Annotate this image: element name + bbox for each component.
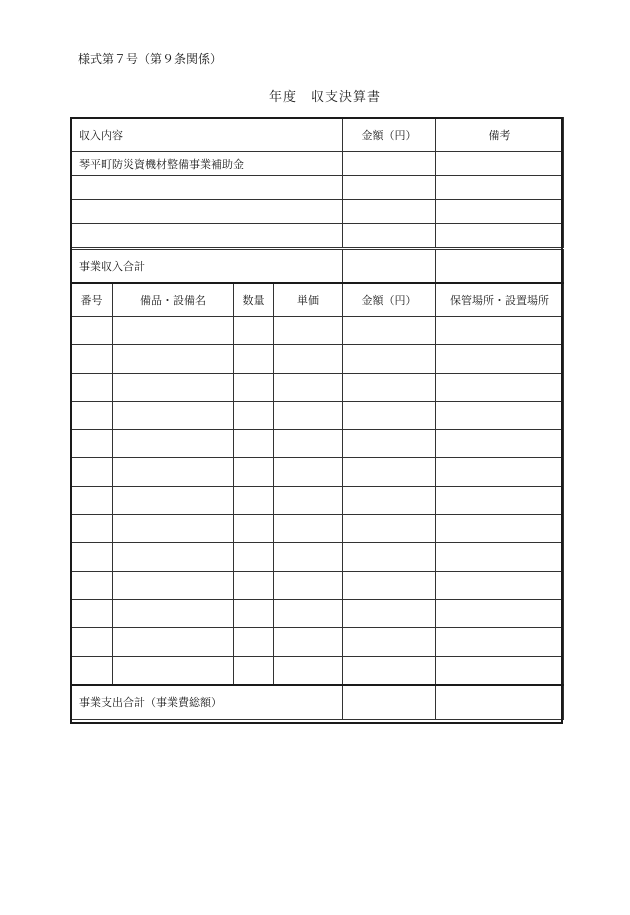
income-content-cell[interactable]: 琴平町防災資機材整備事業補助金 — [71, 152, 343, 176]
expense-amount-header: 金額（円） — [343, 283, 436, 317]
expense-item-header: 備品・設備名 — [113, 283, 234, 317]
document-title: 年度 収支決算書 — [268, 90, 381, 105]
income-remarks-header: 備考 — [436, 118, 564, 152]
income-amount-header: 金額（円） — [343, 118, 436, 152]
expense-location-header: 保管場所・設置場所 — [436, 283, 564, 317]
expense-unit-price-header: 単価 — [274, 283, 343, 317]
expense-quantity-header: 数量 — [234, 283, 274, 317]
table-outer-border — [70, 117, 563, 724]
income-content-header: 収入内容 — [71, 118, 343, 152]
expense-total-label: 事業支出合計（事業費総額） — [71, 685, 343, 720]
form-number: 様式第７号（第９条関係） — [78, 52, 223, 66]
expense-number-header: 番号 — [71, 283, 113, 317]
income-total-label: 事業収入合計 — [71, 249, 343, 284]
